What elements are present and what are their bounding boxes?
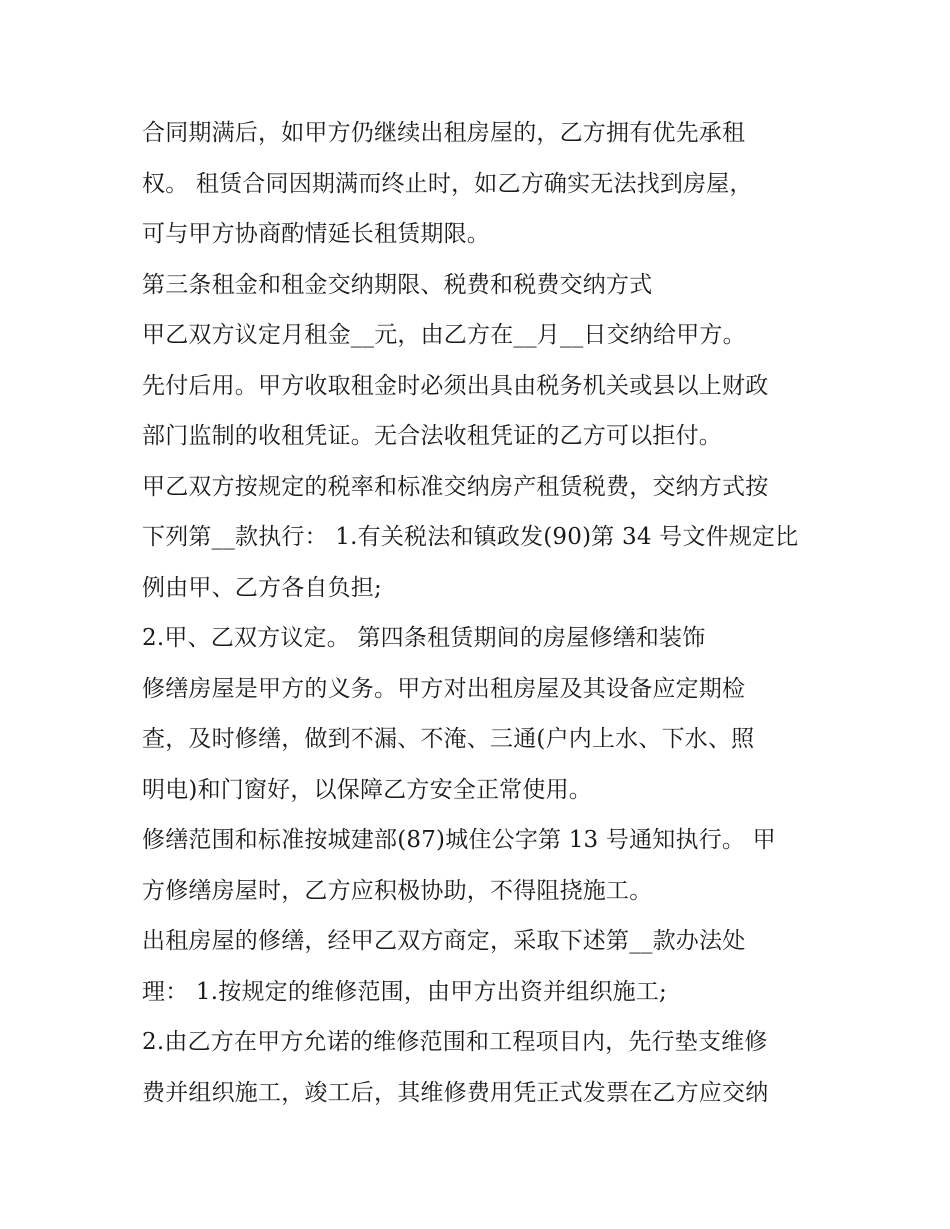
text-line: 例由甲、乙方各自负担; xyxy=(142,574,382,601)
text-line: 甲乙双方议定月租金__元，由乙方在__月__日交纳给甲方。 xyxy=(142,322,746,348)
text-line: 2.甲、乙双方议定。 第四条租赁期间的房屋修缮和装饰 xyxy=(142,625,706,651)
text-line: 修缮范围和标准按城建部(87)城住公字第 13 号通知执行。 甲 xyxy=(142,827,776,853)
text-line: 费并组织施工，竣工后，其维修费用凭正式发票在乙方应交纳 xyxy=(142,1079,769,1106)
text-line: 查，及时修缮，做到不漏、不淹、三通(户内上水、下水、照 xyxy=(142,726,755,752)
document-body xyxy=(142,108,822,1118)
text-line: 合同期满后，如甲方仍继续出租房屋的，乙方拥有优先承租 xyxy=(142,120,746,146)
text-line: 理： 1.按规定的维修范围，由甲方出资并组织施工; xyxy=(142,978,668,1005)
text-line: 部门监制的收租凭证。无合法收租凭证的乙方可以拒付。 xyxy=(142,423,722,449)
text-line: 修缮房屋是甲方的义务。甲方对出租房屋及其设备应定期检 xyxy=(142,675,746,702)
text-line: 方修缮房屋时，乙方应积极协助，不得阻挠施工。 xyxy=(142,877,653,904)
text-line: 明电)和门窗好，以保障乙方安全正常使用。 xyxy=(142,776,592,803)
text-line: 权。 租赁合同因期满而终止时，如乙方确实无法找到房屋， xyxy=(142,170,753,197)
section-heading: 第三条租金和租金交纳期限、税费和税费交纳方式 xyxy=(142,271,653,298)
text-line: 先付后用。甲方收取租金时必须出具由税务机关或县以上财政 xyxy=(142,372,769,399)
text-line: 2.由乙方在甲方允诺的维修范围和工程项目内，先行垫支维修 xyxy=(142,1029,768,1055)
text-line: 下列第__款执行： 1.有关税法和镇政发(90)第 34 号文件规定比 xyxy=(142,524,799,550)
text-line: 出租房屋的修缮，经甲乙双方商定，采取下述第__款办法处 xyxy=(142,928,746,954)
text-line: 甲乙双方按规定的税率和标准交纳房产租赁税费，交纳方式按 xyxy=(142,473,769,500)
text-line: 可与甲方协商酌情延长租赁期限。 xyxy=(142,221,490,247)
